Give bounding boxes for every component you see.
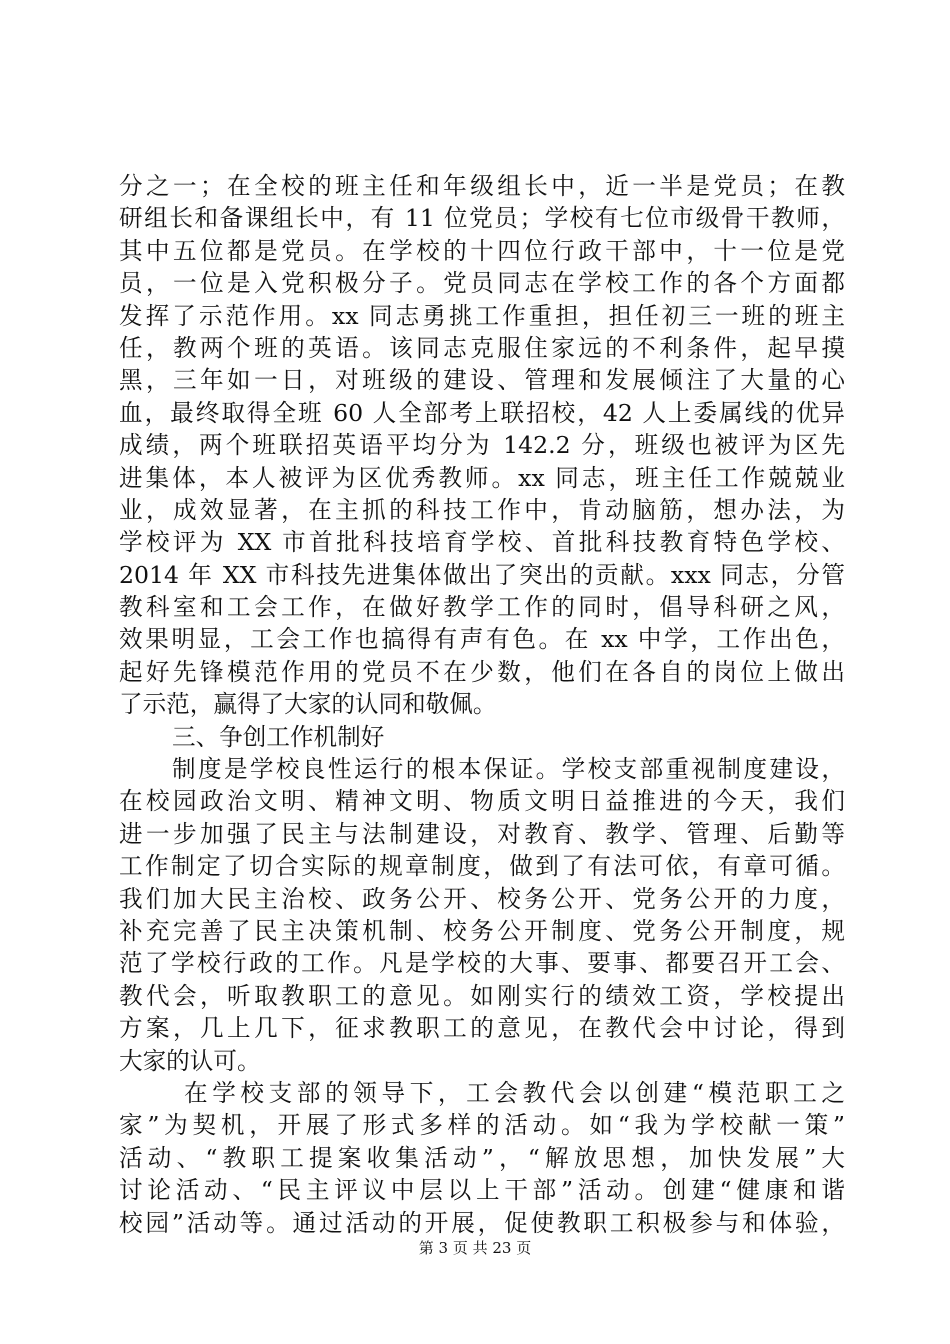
- text-line: 工作制定了切合实际的规章制度，做到了有法可依，有章可循。: [119, 852, 845, 881]
- text-line: 在学校支部的领导下，工会教代会以创建“模范职工之: [184, 1078, 845, 1107]
- text-line: 制度是学校良性运行的根本保证。学校支部重视制度建设，: [172, 755, 845, 784]
- body-text: [119, 170, 845, 1239]
- text-line: 业，成效显著，在主抓的科技工作中，肯动脑筋，想办法，为: [119, 495, 845, 524]
- text-line: 范了学校行政的工作。凡是学校的大事、要事、都要召开工会、: [119, 949, 845, 978]
- text-line: 教科室和工会工作，在做好教学工作的同时，倡导科研之风，: [119, 593, 845, 622]
- text-line: 我们加大民主治校、政务公开、校务公开、党务公开的力度，: [119, 884, 845, 913]
- text-line: 血，最终取得全班 60 人全部考上联招校，42 人上委属线的优异: [119, 398, 845, 427]
- text-line: 效果明显，工会工作也搞得有声有色。在 xx 中学，工作出色，: [119, 625, 845, 654]
- text-line: 方案，几上几下，征求教职工的意见，在教代会中讨论，得到: [119, 1014, 845, 1043]
- text-line: 了示范，赢得了大家的认同和敬佩。: [119, 690, 497, 719]
- text-line: 进集体，本人被评为区优秀教师。xx 同志，班主任工作兢兢业: [119, 463, 845, 492]
- text-line: 分之一；在全校的班主任和年级组长中，近一半是党员；在教: [119, 172, 845, 200]
- text-line: 校园”活动等。通过活动的开展，促使教职工积极参与和体验，: [119, 1208, 845, 1237]
- text-line: 讨论活动、“民主评议中层以上干部”活动。创建“健康和谐: [119, 1176, 845, 1205]
- text-line: 进一步加强了民主与法制建设，对教育、教学、管理、后勤等: [119, 819, 845, 848]
- text-line: 成绩，两个班联招英语平均分为 142.2 分，班级也被评为区先: [119, 431, 845, 460]
- text-line: 发挥了示范作用。xx 同志勇挑工作重担，担任初三一班的班主: [119, 301, 845, 330]
- text-line: 黑，三年如一日，对班级的建设、管理和发展倾注了大量的心: [119, 366, 845, 395]
- text-line: 起好先锋模范作用的党员不在少数，他们在各自的岗位上做出: [119, 657, 845, 686]
- text-line: 员，一位是入党积极分子。党员同志在学校工作的各个方面都: [119, 269, 845, 298]
- text-line: 教代会，听取教职工的意见。如刚实行的绩效工资，学校提出: [119, 981, 845, 1010]
- text-line: 在校园政治文明、精神文明、物质文明日益推进的今天，我们: [119, 787, 845, 816]
- section-heading: 三、争创工作机制好: [172, 722, 385, 751]
- text-line: 研组长和备课组长中，有 11 位党员；学校有七位市级骨干教师，: [119, 204, 845, 233]
- text-line: 大家的认可。: [119, 1046, 261, 1075]
- text-line: 任，教两个班的英语。该同志克服住家远的不利条件，起早摸: [119, 333, 845, 362]
- text-line: 家”为契机，开展了形式多样的活动。如“我为学校献一策”: [119, 1111, 845, 1140]
- page-footer: 第 3 页 共 23 页: [418, 1239, 532, 1257]
- text-line: 2014 年 XX 市科技先进集体做出了突出的贡献。xxx 同志，分管: [119, 560, 845, 589]
- text-line: 活动、“教职工提案收集活动”，“解放思想，加快发展”大: [119, 1143, 845, 1172]
- text-line: 其中五位都是党员。在学校的十四位行政干部中，十一位是党: [119, 236, 845, 265]
- text-line: 学校评为 XX 市首批科技培育学校、首批科技教育特色学校、: [119, 528, 845, 557]
- text-line: 补充完善了民主决策机制、校务公开制度、党务公开制度，规: [119, 916, 845, 945]
